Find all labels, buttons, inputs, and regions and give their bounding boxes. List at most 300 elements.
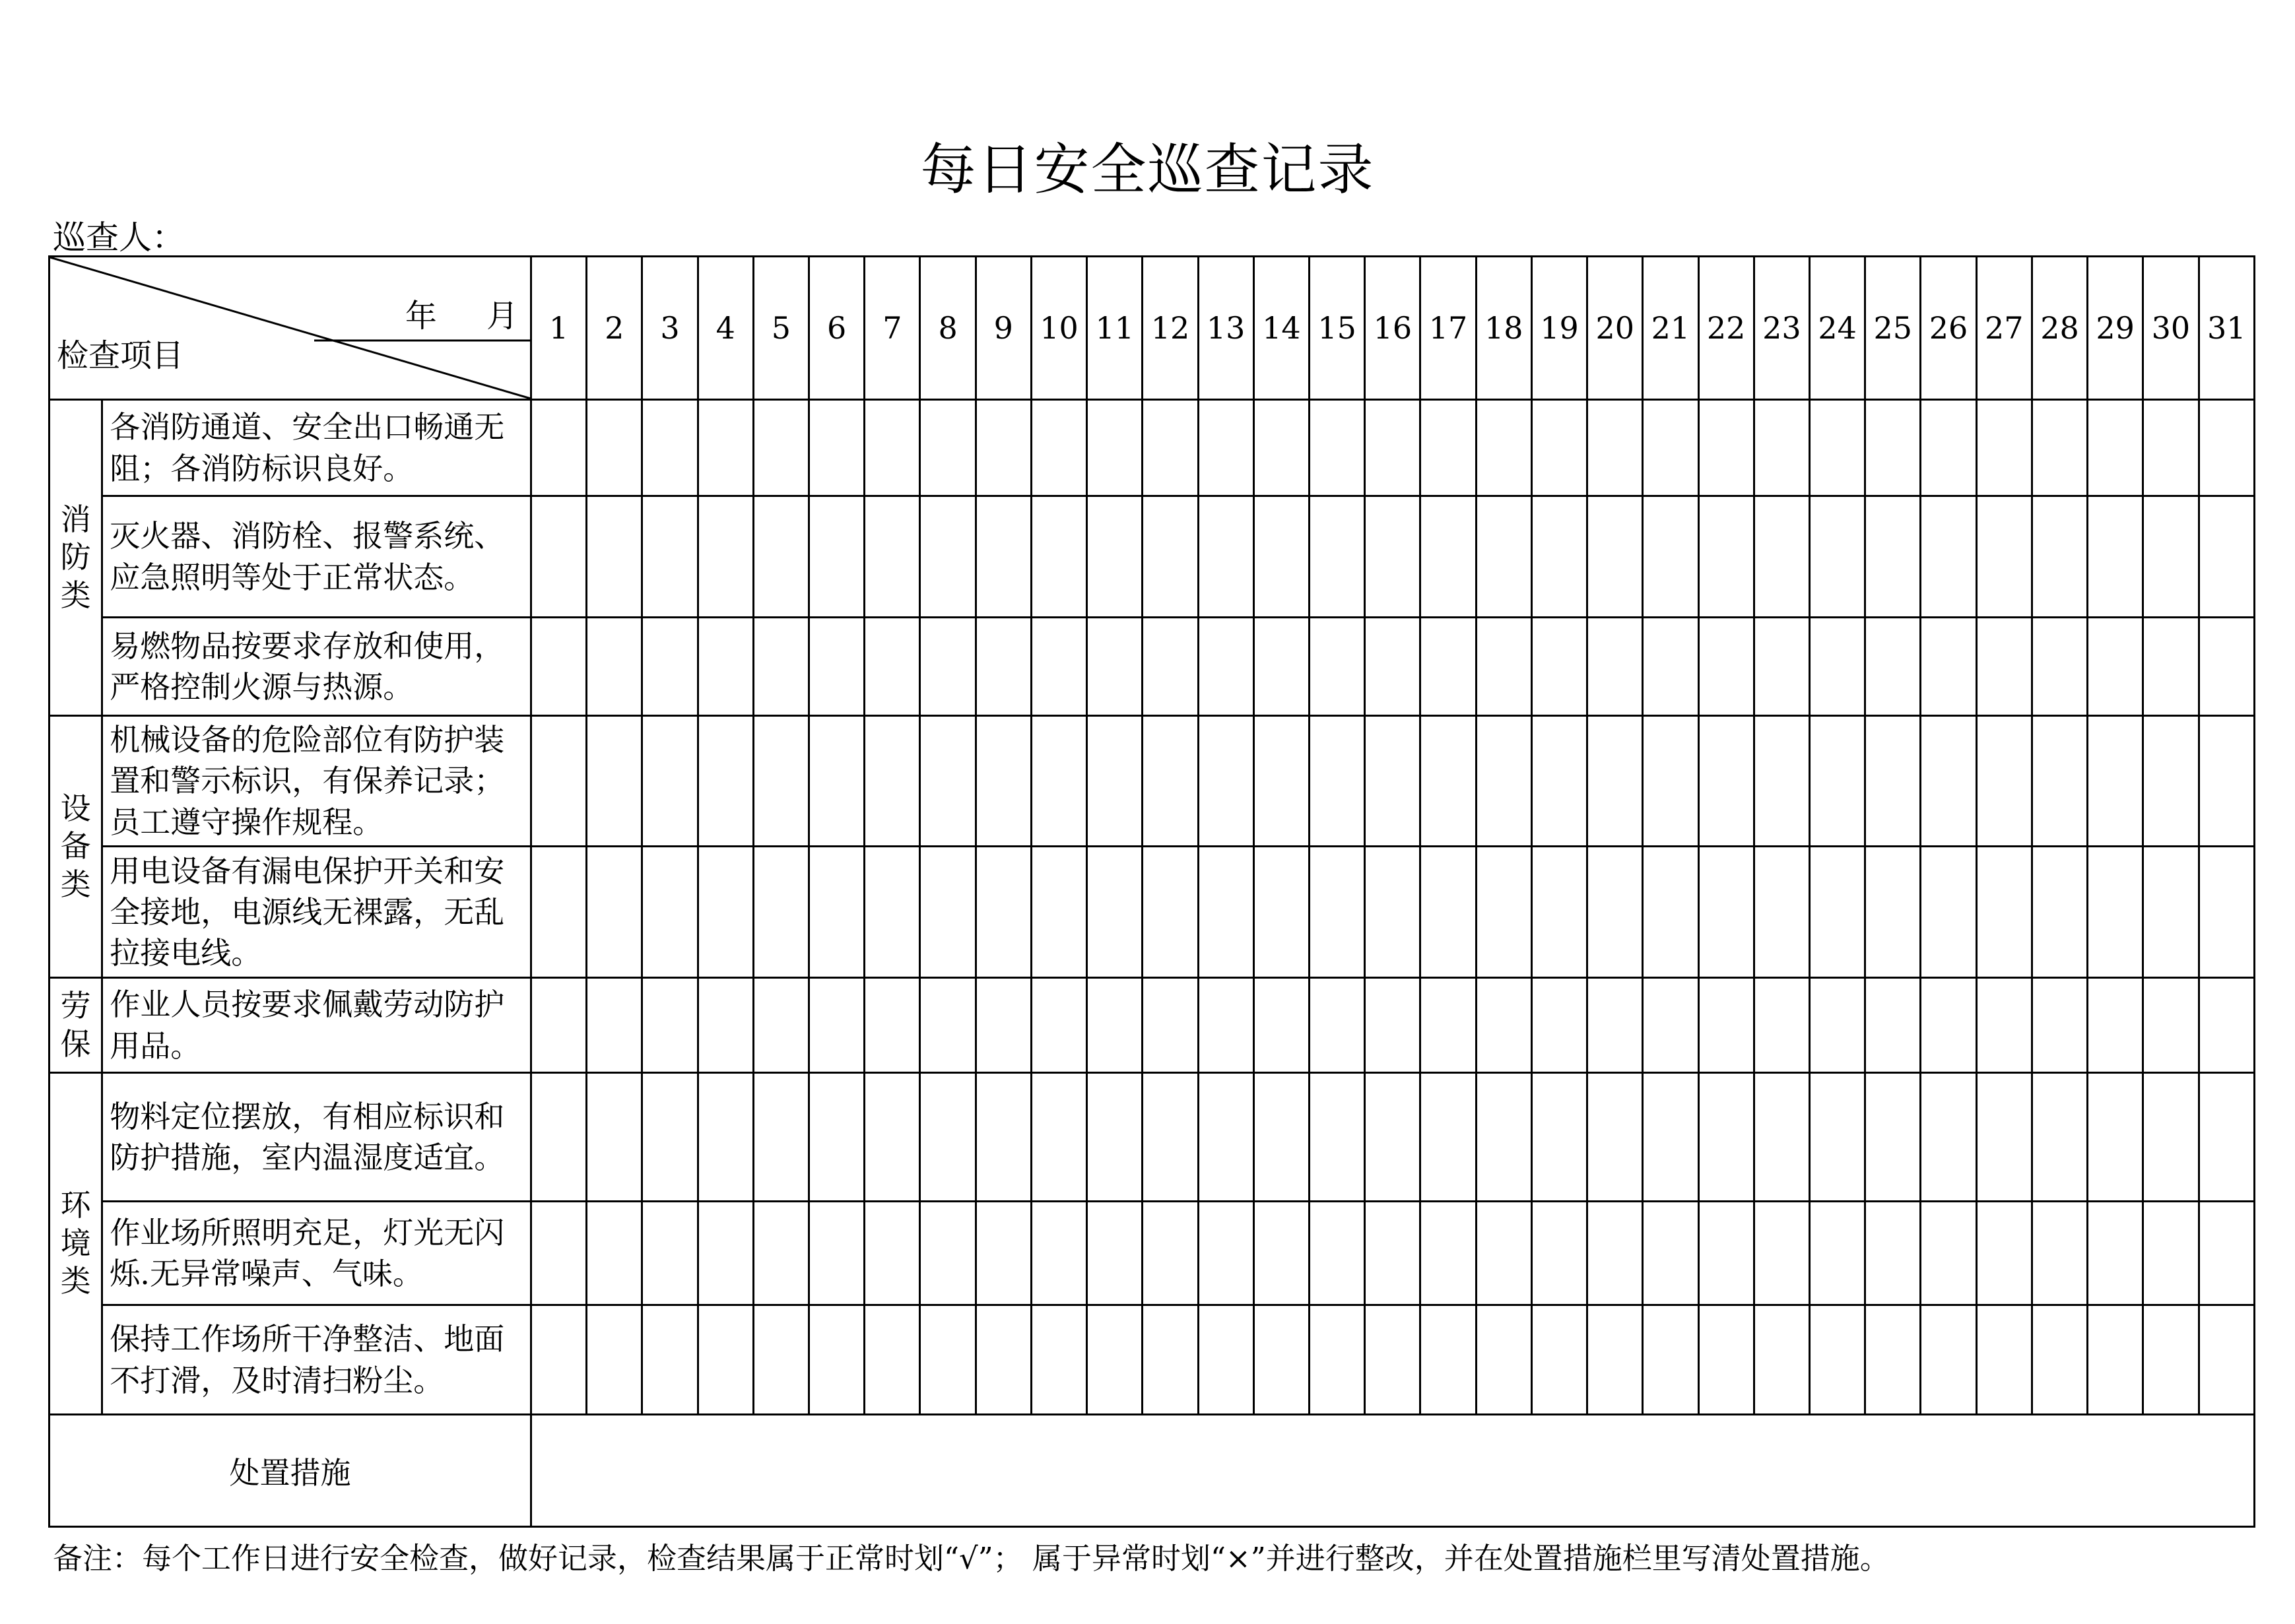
action-row bbox=[50, 1415, 2255, 1527]
check-cell[interactable] bbox=[865, 618, 920, 716]
check-cell[interactable] bbox=[1643, 847, 1698, 978]
check-cell[interactable] bbox=[1365, 400, 1420, 496]
check-cell[interactable] bbox=[1921, 618, 1976, 716]
check-cell[interactable] bbox=[1143, 716, 1198, 847]
check-cell[interactable] bbox=[1865, 1305, 1921, 1415]
check-cell[interactable] bbox=[865, 716, 920, 847]
check-cell[interactable] bbox=[1143, 1305, 1198, 1415]
check-cell[interactable] bbox=[698, 978, 753, 1073]
check-cell[interactable] bbox=[1476, 1305, 1531, 1415]
check-cell[interactable] bbox=[531, 1305, 586, 1415]
check-cell[interactable] bbox=[976, 716, 1031, 847]
day-header: 10 bbox=[1031, 257, 1086, 400]
check-cell[interactable] bbox=[1365, 618, 1420, 716]
check-cell[interactable] bbox=[1754, 716, 1809, 847]
check-cell[interactable] bbox=[976, 400, 1031, 496]
check-cell[interactable] bbox=[1087, 847, 1143, 978]
check-cell[interactable] bbox=[1420, 1202, 1476, 1305]
check-cell[interactable] bbox=[1587, 847, 1643, 978]
check-cell[interactable] bbox=[1476, 618, 1531, 716]
check-cell[interactable] bbox=[1420, 1305, 1476, 1415]
check-cell[interactable] bbox=[2143, 618, 2199, 716]
check-cell[interactable] bbox=[1420, 618, 1476, 716]
check-cell[interactable] bbox=[587, 978, 642, 1073]
check-cell[interactable] bbox=[1476, 716, 1531, 847]
check-cell[interactable] bbox=[1198, 400, 1253, 496]
check-cell[interactable] bbox=[1143, 978, 1198, 1073]
check-cell[interactable] bbox=[2143, 978, 2199, 1073]
check-cell[interactable] bbox=[1253, 496, 1309, 618]
check-cell[interactable] bbox=[1143, 496, 1198, 618]
check-cell[interactable] bbox=[2032, 847, 2087, 978]
check-cell[interactable] bbox=[1310, 978, 1365, 1073]
check-cell[interactable] bbox=[698, 1202, 753, 1305]
check-cell[interactable] bbox=[1976, 496, 2032, 618]
check-cell[interactable] bbox=[1310, 716, 1365, 847]
check-cell[interactable] bbox=[920, 400, 976, 496]
check-cell[interactable] bbox=[809, 847, 865, 978]
check-cell[interactable] bbox=[920, 1073, 976, 1202]
day-header: 18 bbox=[1476, 257, 1531, 400]
check-cell[interactable] bbox=[1809, 978, 1865, 1073]
check-cell[interactable] bbox=[920, 978, 976, 1073]
check-cell[interactable] bbox=[1976, 847, 2032, 978]
check-cell[interactable] bbox=[1531, 978, 1587, 1073]
check-cell[interactable] bbox=[1698, 1305, 1754, 1415]
check-cell[interactable] bbox=[2199, 978, 2254, 1073]
check-cell[interactable] bbox=[1253, 847, 1309, 978]
check-cell[interactable] bbox=[1143, 400, 1198, 496]
check-cell[interactable] bbox=[1587, 618, 1643, 716]
check-cell[interactable] bbox=[1476, 1202, 1531, 1305]
check-cell[interactable] bbox=[1865, 400, 1921, 496]
check-cell[interactable] bbox=[976, 1073, 1031, 1202]
check-cell[interactable] bbox=[1531, 847, 1587, 978]
check-cell[interactable] bbox=[531, 716, 586, 847]
check-cell[interactable] bbox=[2032, 716, 2087, 847]
check-cell[interactable] bbox=[1087, 496, 1143, 618]
check-cell[interactable] bbox=[1087, 400, 1143, 496]
category-char: 劳 bbox=[60, 988, 91, 1023]
check-cell[interactable] bbox=[1698, 400, 1754, 496]
check-cell[interactable] bbox=[642, 496, 698, 618]
check-cell[interactable] bbox=[1921, 400, 1976, 496]
check-cell[interactable] bbox=[1865, 618, 1921, 716]
check-cell[interactable] bbox=[1031, 716, 1086, 847]
check-cell[interactable] bbox=[865, 1073, 920, 1202]
check-cell[interactable] bbox=[2032, 618, 2087, 716]
check-cell[interactable] bbox=[1587, 1305, 1643, 1415]
check-cell[interactable] bbox=[2199, 1305, 2254, 1415]
check-cell[interactable] bbox=[753, 978, 809, 1073]
check-cell[interactable] bbox=[1031, 1073, 1086, 1202]
check-cell[interactable] bbox=[809, 1305, 865, 1415]
check-cell[interactable] bbox=[531, 978, 586, 1073]
check-cell[interactable] bbox=[2143, 716, 2199, 847]
check-cell[interactable] bbox=[2032, 1073, 2087, 1202]
check-cell[interactable] bbox=[2088, 978, 2143, 1073]
check-cell[interactable] bbox=[1865, 847, 1921, 978]
check-cell[interactable] bbox=[2143, 1305, 2199, 1415]
check-cell[interactable] bbox=[920, 1202, 976, 1305]
check-cell[interactable] bbox=[1809, 716, 1865, 847]
check-cell[interactable] bbox=[1476, 978, 1531, 1073]
check-cell[interactable] bbox=[1310, 847, 1365, 978]
check-cell[interactable] bbox=[2199, 496, 2254, 618]
check-cell[interactable] bbox=[1310, 1305, 1365, 1415]
check-cell[interactable] bbox=[1031, 978, 1086, 1073]
check-cell[interactable] bbox=[1587, 496, 1643, 618]
check-cell[interactable] bbox=[642, 1202, 698, 1305]
check-cell[interactable] bbox=[2199, 716, 2254, 847]
check-cell[interactable] bbox=[1865, 716, 1921, 847]
check-cell[interactable] bbox=[976, 1305, 1031, 1415]
check-cell[interactable] bbox=[1531, 1202, 1587, 1305]
check-cell[interactable] bbox=[1253, 1073, 1309, 1202]
check-cell[interactable] bbox=[1476, 847, 1531, 978]
check-cell[interactable] bbox=[1698, 978, 1754, 1073]
check-cell[interactable] bbox=[1754, 400, 1809, 496]
day-header: 23 bbox=[1754, 257, 1809, 400]
check-cell[interactable] bbox=[531, 618, 586, 716]
check-cell[interactable] bbox=[2143, 496, 2199, 618]
check-cell[interactable] bbox=[2088, 400, 2143, 496]
check-cell[interactable] bbox=[1754, 1073, 1809, 1202]
check-cell[interactable] bbox=[1253, 978, 1309, 1073]
check-cell[interactable] bbox=[2088, 1202, 2143, 1305]
check-cell[interactable] bbox=[1643, 1202, 1698, 1305]
check-cell[interactable] bbox=[531, 1202, 586, 1305]
check-cell[interactable] bbox=[1643, 716, 1698, 847]
check-cell[interactable] bbox=[642, 978, 698, 1073]
check-item-text: 作业人员按要求佩戴劳动防护用品。 bbox=[102, 978, 531, 1073]
check-cell[interactable] bbox=[753, 1202, 809, 1305]
check-cell[interactable] bbox=[865, 1202, 920, 1305]
day-header: 15 bbox=[1310, 257, 1365, 400]
check-cell[interactable] bbox=[865, 1305, 920, 1415]
check-cell[interactable] bbox=[1754, 496, 1809, 618]
check-cell[interactable] bbox=[865, 847, 920, 978]
check-cell[interactable] bbox=[531, 847, 586, 978]
check-cell[interactable] bbox=[531, 1073, 586, 1202]
check-cell[interactable] bbox=[920, 496, 976, 618]
check-cell[interactable] bbox=[1420, 496, 1476, 618]
check-cell[interactable] bbox=[1143, 1073, 1198, 1202]
item-row bbox=[50, 1305, 2255, 1415]
check-cell[interactable] bbox=[1809, 1202, 1865, 1305]
day-header: 22 bbox=[1698, 257, 1754, 400]
check-cell[interactable] bbox=[1865, 978, 1921, 1073]
check-cell[interactable] bbox=[2088, 1305, 2143, 1415]
check-cell[interactable] bbox=[1253, 1202, 1309, 1305]
check-cell[interactable] bbox=[1143, 1202, 1198, 1305]
check-cell[interactable] bbox=[1754, 1305, 1809, 1415]
action-field[interactable] bbox=[531, 1415, 2254, 1527]
check-cell[interactable] bbox=[698, 1073, 753, 1202]
check-cell[interactable] bbox=[1809, 400, 1865, 496]
check-cell[interactable] bbox=[1310, 496, 1365, 618]
day-header: 3 bbox=[642, 257, 698, 400]
check-cell[interactable] bbox=[1310, 1073, 1365, 1202]
check-cell[interactable] bbox=[1921, 1305, 1976, 1415]
check-cell[interactable] bbox=[2199, 1073, 2254, 1202]
items-label: 检查项目 bbox=[57, 337, 184, 374]
check-cell[interactable] bbox=[1420, 716, 1476, 847]
check-cell[interactable] bbox=[1031, 618, 1086, 716]
check-cell[interactable] bbox=[1809, 496, 1865, 618]
check-cell[interactable] bbox=[1921, 978, 1976, 1073]
check-cell[interactable] bbox=[1976, 1305, 2032, 1415]
check-cell[interactable] bbox=[1809, 1073, 1865, 1202]
check-cell[interactable] bbox=[1921, 716, 1976, 847]
check-cell[interactable] bbox=[642, 1073, 698, 1202]
check-cell[interactable] bbox=[1310, 1202, 1365, 1305]
check-cell[interactable] bbox=[642, 716, 698, 847]
day-header: 27 bbox=[1976, 257, 2032, 400]
check-cell[interactable] bbox=[1865, 1073, 1921, 1202]
check-cell[interactable] bbox=[1365, 716, 1420, 847]
day-header: 17 bbox=[1420, 257, 1476, 400]
check-cell[interactable] bbox=[809, 1073, 865, 1202]
check-cell[interactable] bbox=[1198, 1305, 1253, 1415]
check-cell[interactable] bbox=[1031, 1202, 1086, 1305]
check-cell[interactable] bbox=[865, 978, 920, 1073]
check-cell[interactable] bbox=[1643, 978, 1698, 1073]
check-cell[interactable] bbox=[1754, 618, 1809, 716]
check-cell[interactable] bbox=[1531, 618, 1587, 716]
footnote: 备注：每个工作日进行安全检查，做好记录，检查结果属于正常时划“√”； 属于异常时划“×”并进行整改，并在处置措施栏里写清处置措施。 bbox=[53, 1541, 1890, 1576]
check-cell[interactable] bbox=[587, 847, 642, 978]
check-cell[interactable] bbox=[1865, 496, 1921, 618]
check-cell[interactable] bbox=[1698, 496, 1754, 618]
check-cell[interactable] bbox=[1921, 496, 1976, 618]
check-cell[interactable] bbox=[1087, 978, 1143, 1073]
check-cell[interactable] bbox=[1087, 1202, 1143, 1305]
check-cell[interactable] bbox=[1476, 1073, 1531, 1202]
check-cell[interactable] bbox=[753, 1073, 809, 1202]
check-cell[interactable] bbox=[1976, 716, 2032, 847]
check-cell[interactable] bbox=[1198, 1073, 1253, 1202]
check-item-text: 保持工作场所干净整洁、地面不打滑，及时清扫粉尘。 bbox=[102, 1305, 531, 1415]
check-cell[interactable] bbox=[2088, 847, 2143, 978]
check-cell[interactable] bbox=[1031, 1305, 1086, 1415]
check-cell[interactable] bbox=[1087, 1073, 1143, 1202]
check-cell[interactable] bbox=[1420, 400, 1476, 496]
check-cell[interactable] bbox=[698, 847, 753, 978]
check-cell[interactable] bbox=[1198, 618, 1253, 716]
check-cell[interactable] bbox=[1643, 1073, 1698, 1202]
check-cell[interactable] bbox=[1809, 1305, 1865, 1415]
header-row bbox=[50, 257, 2255, 400]
check-cell[interactable] bbox=[1587, 716, 1643, 847]
check-cell[interactable] bbox=[1253, 400, 1309, 496]
check-cell[interactable] bbox=[1976, 1202, 2032, 1305]
check-cell[interactable] bbox=[809, 1202, 865, 1305]
check-cell[interactable] bbox=[1643, 1305, 1698, 1415]
check-cell[interactable] bbox=[920, 716, 976, 847]
check-cell[interactable] bbox=[2088, 716, 2143, 847]
check-cell[interactable] bbox=[1921, 847, 1976, 978]
check-cell[interactable] bbox=[2088, 1073, 2143, 1202]
check-cell[interactable] bbox=[1198, 496, 1253, 618]
check-cell[interactable] bbox=[976, 978, 1031, 1073]
check-cell[interactable] bbox=[1198, 847, 1253, 978]
check-cell[interactable] bbox=[587, 1073, 642, 1202]
check-cell[interactable] bbox=[1365, 1202, 1420, 1305]
check-cell[interactable] bbox=[1698, 1073, 1754, 1202]
check-cell[interactable] bbox=[1754, 1202, 1809, 1305]
check-cell[interactable] bbox=[1420, 847, 1476, 978]
check-cell[interactable] bbox=[1198, 716, 1253, 847]
check-cell[interactable] bbox=[976, 1202, 1031, 1305]
check-cell[interactable] bbox=[1754, 847, 1809, 978]
check-cell[interactable] bbox=[587, 1305, 642, 1415]
check-cell[interactable] bbox=[1976, 1073, 2032, 1202]
check-cell[interactable] bbox=[2199, 847, 2254, 978]
check-cell[interactable] bbox=[587, 618, 642, 716]
check-cell[interactable] bbox=[753, 400, 809, 496]
check-cell[interactable] bbox=[1865, 1202, 1921, 1305]
check-cell[interactable] bbox=[1698, 618, 1754, 716]
check-cell[interactable] bbox=[976, 847, 1031, 978]
check-cell[interactable] bbox=[1143, 847, 1198, 978]
check-cell[interactable] bbox=[1587, 978, 1643, 1073]
check-cell[interactable] bbox=[1921, 1073, 1976, 1202]
check-cell[interactable] bbox=[698, 618, 753, 716]
check-cell[interactable] bbox=[976, 618, 1031, 716]
check-cell[interactable] bbox=[1643, 618, 1698, 716]
check-cell[interactable] bbox=[753, 716, 809, 847]
check-cell[interactable] bbox=[1420, 1073, 1476, 1202]
check-cell[interactable] bbox=[2032, 1305, 2087, 1415]
item-row bbox=[50, 847, 2255, 978]
check-cell[interactable] bbox=[1087, 1305, 1143, 1415]
check-cell[interactable] bbox=[1531, 1073, 1587, 1202]
check-cell[interactable] bbox=[2199, 1202, 2254, 1305]
check-cell[interactable] bbox=[1031, 847, 1086, 978]
check-cell[interactable] bbox=[1198, 978, 1253, 1073]
check-cell[interactable] bbox=[587, 400, 642, 496]
check-cell[interactable] bbox=[698, 400, 753, 496]
check-cell[interactable] bbox=[587, 1202, 642, 1305]
check-cell[interactable] bbox=[1253, 618, 1309, 716]
check-cell[interactable] bbox=[1809, 618, 1865, 716]
check-cell[interactable] bbox=[1531, 400, 1587, 496]
category-cell bbox=[50, 716, 102, 978]
check-cell[interactable] bbox=[976, 496, 1031, 618]
check-cell[interactable] bbox=[1698, 847, 1754, 978]
check-cell[interactable] bbox=[1643, 400, 1698, 496]
check-cell[interactable] bbox=[1587, 400, 1643, 496]
check-cell[interactable] bbox=[2199, 618, 2254, 716]
check-cell[interactable] bbox=[1365, 1073, 1420, 1202]
check-cell[interactable] bbox=[2032, 1202, 2087, 1305]
check-cell[interactable] bbox=[1643, 496, 1698, 618]
check-cell[interactable] bbox=[1198, 1202, 1253, 1305]
check-cell[interactable] bbox=[2032, 400, 2087, 496]
check-cell[interactable] bbox=[1809, 847, 1865, 978]
check-cell[interactable] bbox=[1087, 716, 1143, 847]
check-cell[interactable] bbox=[2032, 496, 2087, 618]
check-cell[interactable] bbox=[1253, 1305, 1309, 1415]
check-cell[interactable] bbox=[2088, 496, 2143, 618]
check-cell[interactable] bbox=[1976, 618, 2032, 716]
check-cell[interactable] bbox=[1310, 618, 1365, 716]
check-cell[interactable] bbox=[809, 618, 865, 716]
check-cell[interactable] bbox=[2143, 1073, 2199, 1202]
check-cell[interactable] bbox=[1420, 978, 1476, 1073]
check-cell[interactable] bbox=[1310, 400, 1365, 496]
day-header: 25 bbox=[1865, 257, 1921, 400]
check-cell[interactable] bbox=[865, 496, 920, 618]
check-cell[interactable] bbox=[642, 618, 698, 716]
check-cell[interactable] bbox=[753, 1305, 809, 1415]
check-cell[interactable] bbox=[1698, 1202, 1754, 1305]
check-cell[interactable] bbox=[531, 496, 586, 618]
check-cell[interactable] bbox=[1143, 618, 1198, 716]
check-cell[interactable] bbox=[809, 400, 865, 496]
check-cell[interactable] bbox=[1031, 400, 1086, 496]
check-cell[interactable] bbox=[920, 847, 976, 978]
check-cell[interactable] bbox=[587, 716, 642, 847]
check-cell[interactable] bbox=[1587, 1073, 1643, 1202]
check-cell[interactable] bbox=[1087, 618, 1143, 716]
check-cell[interactable] bbox=[2143, 1202, 2199, 1305]
check-cell[interactable] bbox=[920, 1305, 976, 1415]
check-cell[interactable] bbox=[642, 847, 698, 978]
check-cell[interactable] bbox=[587, 496, 642, 618]
check-cell[interactable] bbox=[865, 400, 920, 496]
check-cell[interactable] bbox=[1365, 978, 1420, 1073]
check-cell[interactable] bbox=[1476, 496, 1531, 618]
check-cell[interactable] bbox=[1365, 847, 1420, 978]
check-cell[interactable] bbox=[1476, 400, 1531, 496]
check-cell[interactable] bbox=[531, 400, 586, 496]
check-cell[interactable] bbox=[1976, 978, 2032, 1073]
check-cell[interactable] bbox=[698, 496, 753, 618]
check-cell[interactable] bbox=[809, 716, 865, 847]
check-cell[interactable] bbox=[2032, 978, 2087, 1073]
check-cell[interactable] bbox=[642, 400, 698, 496]
check-cell[interactable] bbox=[809, 978, 865, 1073]
check-cell[interactable] bbox=[1531, 1305, 1587, 1415]
check-cell[interactable] bbox=[642, 1305, 698, 1415]
check-cell[interactable] bbox=[2199, 400, 2254, 496]
check-cell[interactable] bbox=[1253, 716, 1309, 847]
check-cell[interactable] bbox=[698, 1305, 753, 1415]
check-cell[interactable] bbox=[1754, 978, 1809, 1073]
check-cell[interactable] bbox=[1365, 496, 1420, 618]
check-cell[interactable] bbox=[753, 847, 809, 978]
check-cell[interactable] bbox=[698, 716, 753, 847]
check-cell[interactable] bbox=[2088, 618, 2143, 716]
check-cell[interactable] bbox=[2143, 847, 2199, 978]
check-cell[interactable] bbox=[753, 618, 809, 716]
check-cell[interactable] bbox=[2143, 400, 2199, 496]
check-cell[interactable] bbox=[1531, 496, 1587, 618]
category-cell bbox=[50, 1073, 102, 1415]
check-cell[interactable] bbox=[753, 496, 809, 618]
check-cell[interactable] bbox=[809, 496, 865, 618]
check-cell[interactable] bbox=[1976, 400, 2032, 496]
check-cell[interactable] bbox=[1587, 1202, 1643, 1305]
check-cell[interactable] bbox=[1698, 716, 1754, 847]
check-cell[interactable] bbox=[1031, 496, 1086, 618]
check-cell[interactable] bbox=[1531, 716, 1587, 847]
check-cell[interactable] bbox=[1921, 1202, 1976, 1305]
check-cell[interactable] bbox=[1365, 1305, 1420, 1415]
check-cell[interactable] bbox=[920, 618, 976, 716]
